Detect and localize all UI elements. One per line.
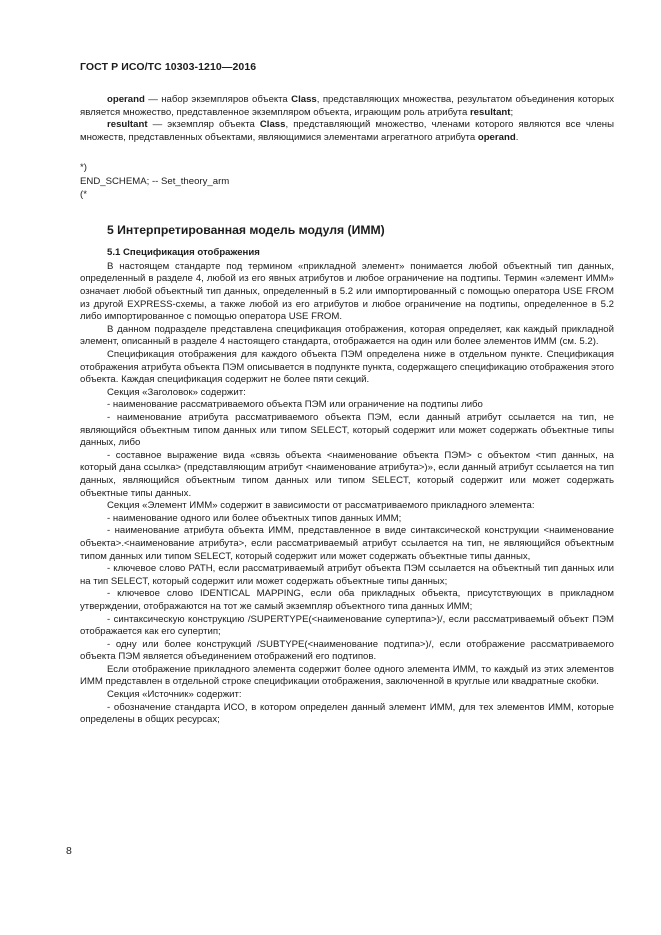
list-item: - ключевое слово PATH, если рассматриваемый атрибут объекта ПЭМ ссылается на объектный тип данных или на тип SELECT, который содержит или может содержать объектные типы данных;	[80, 563, 614, 587]
list-item: - составное выражение вида «связь объекта <наименование объекта ПЭМ> с объектом <тип данных, на который дана ссылка> (представляющим атрибут <наименование атрибута>)», если данный атрибут ссылается на тип данных, являющийся объектным типом данных или типом SELECT, который содержит или может содержать объектные типы данных.	[80, 449, 614, 499]
list-item: - наименование атрибута объекта ИММ, представленное в виде синтаксической конструкции <наименование объекта>.<наименование атрибута>, если рассматриваемый атрибут ссылается на тип, не являющийся объектным типом данных или типом SELECT, который содержит или может содержать объектные типы данных,	[80, 525, 614, 562]
list-item: - синтаксическую конструкцию /SUPERTYPE(<наименование супертипа>)/, если рассматриваемый объект ПЭМ отображается как его супертип;	[80, 613, 614, 638]
list-item: - наименование одного или более объектных типов данных ИММ;	[107, 512, 402, 524]
paragraph: В настоящем стандарте под термином «прикладной элемент» понимается любой объектный тип данных, определенный в разделе 4, любой из его явных атрибутов и любое ограничение на подтипы. Термин «элемент ИММ» означает любой объектный тип данных, определенный в 5.2 или импортированный с помощью оператора USE FROM из другой EXPRESS-схемы, а также любой из его атрибутов и любое ограничение на подтипы, определенное в 5.2 либо импортированное с помощью оператора USE FROM.	[80, 260, 614, 323]
list-item: - одну или более конструкций /SUBTYPE(<наименование подтипа>)/, если отображение рассматриваемого объекта ПЭМ является объединением отображений его подтипов.	[80, 638, 614, 663]
paragraph: В данном подразделе представлена спецификация отображения, которая определяет, как каждый прикладной элемент, описанный в разделе 4 настоящего стандарта, отображается на один или более элементов ИММ (см. 5.2).	[80, 323, 614, 348]
list-item: - наименование рассматриваемого объекта ПЭМ или ограничение на подтипы либо	[107, 399, 483, 411]
paragraph: Если отображение прикладного элемента содержит более одного элемента ИММ, то каждый из этих элементов ИММ представлен в отдельной строке спецификации отображения, заключенной в круглые или квадратные скобки.	[80, 663, 614, 688]
list-item: - обозначение стандарта ИСО, в котором определен данный элемент ИММ, для тех элементов ИММ, которые определены в общих ресурсах;	[80, 701, 614, 726]
section-title: 5 Интерпретированная модель модуля (ИММ)	[107, 222, 385, 237]
page-number: 8	[66, 845, 72, 857]
definition-operand: operand — набор экземпляров объекта Class, представляющих множества, результатом объединения которых является множество, представленное экземпляром объекта, играющим роль атрибута resultant;	[80, 94, 614, 118]
subsection-title: 5.1 Спецификация отображения	[107, 246, 260, 258]
list-item: - наименование атрибута рассматриваемого объекта ПЭМ, если данный атрибут ссылается на тип, не являющийся объектным типом данных или типом SELECT, который содержит или может содержать объектные типы данных, либо	[80, 412, 614, 449]
paragraph: Секция «Элемент ИММ» содержит в зависимости от рассматриваемого прикладного элемента:	[107, 500, 535, 512]
definition-resultant: resultant — экземпляр объекта Class, представляющий множество, членами которого являются все члены множеств, представленных объектами, являющимися элементами агрегатного атрибута operand.	[80, 119, 614, 143]
list-item: - ключевое слово IDENTICAL MAPPING, если оба прикладных объекта, присутствующих в прикладном утверждении, отображаются на тот же самый экземпляр объектного типа данных ИММ;	[80, 588, 614, 612]
code-line: END_SCHEMA; -- Set_theory_arm	[80, 175, 230, 187]
page-content	[80, 94, 614, 727]
paragraph: Спецификация отображения для каждого объекта ПЭМ определена ниже в отдельном пункте. Спецификация отображения атрибута объекта ПЭМ описывается в подпункте пункта, содержащего спецификацию отображения этого объекта. Каждая спецификация содержит не более пяти секций.	[80, 349, 614, 386]
code-line: (*	[80, 189, 87, 201]
paragraph: Секция «Источник» содержит:	[107, 689, 242, 701]
page-header: ГОСТ Р ИСО/ТС 10303-1210—2016	[80, 61, 257, 73]
code-line: *)	[80, 162, 87, 174]
paragraph: Секция «Заголовок» содержит:	[107, 386, 246, 398]
